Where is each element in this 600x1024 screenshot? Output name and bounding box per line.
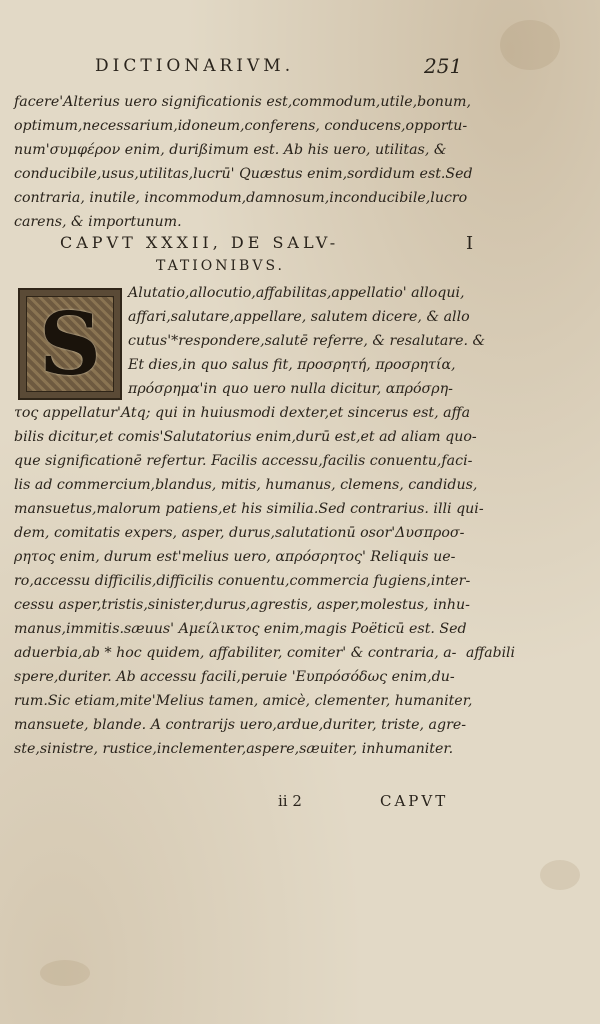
text-line: carens, & importunum. [14,214,182,230]
text-line: πρόσρημα'in quo uero nulla dicitur, απρόσρη- [128,381,453,397]
text-line: bilis dicitur,et comis'Salutatorius enim,durū est,et ad aliam quo- [14,429,477,445]
text-line: rum.Sic etiam,mite'Melius tamen, amicè, clementer, humaniter, [14,693,473,709]
paper-stain [40,960,90,986]
text-line: aduerbia,ab * hoc quidem, affabiliter, comiter' & contraria, a- [14,645,457,661]
running-title: DICTIONARIVM. [95,56,295,76]
running-head [0,56,600,80]
text-line: mansuete, blande. A contrarijs uero,ardue,duriter, triste, agre- [14,717,467,733]
text-line: dem, comitatis expers, asper, durus,salutationū osor'Δυσπροσ- [14,525,465,541]
decorated-initial [18,288,122,400]
chapter-side-mark: I [466,233,474,254]
text-line: que significationē refertur. Facilis accessu,facilis conuentu,faci- [14,453,473,469]
text-line: τος appellatur'Atq; qui in huiusmodi dexter,et sincerus est, affa [14,405,471,421]
margin-note: affabili [466,645,516,661]
text-line: ste,sinistre, rustice,inclementer,aspere,sæuiter, inhumaniter. [14,741,454,757]
text-line: Alutatio,allocutio,affabilitas,appellatio' alloqui, [128,285,465,301]
text-line: conducibile,usus,utilitas,lucrū' Quæstus enim,sordidum est.Sed [14,166,473,182]
text-line: manus,immitis.sæuus' Αμείλικτος enim,magis Poëticū est. Sed [14,621,467,637]
text-line: mansuetus,malorum patiens,et his similia.Sed contrarius. illi qui- [14,501,484,517]
text-line: lis ad commercium,blandus, mitis, humanus, clemens, candidus, [14,477,478,493]
text-line: contraria, inutile, incommodum,damnosum,inconducibile,lucro [14,190,468,206]
paper-stain [540,860,580,890]
page-footer [0,792,600,816]
text-line: ro,accessu difficilis,difficilis conuentu,commercia fugiens,inter- [14,573,471,589]
text-line: facere'Alterius uero significationis est,commodum,utile,bonum, [14,94,471,110]
text-line: affari,salutare,appellare, salutem dicere, & allo [128,309,470,325]
page-number: 251 [424,54,463,78]
text-line: num'συμφέρον enim, durißimum est. Ab his uero, utilitas, & [14,142,447,158]
text-line: optimum,necessarium,idoneum,conferens, conducens,opportu- [14,118,468,134]
chapter-subheading: TATIONIBVS. [156,258,285,274]
initial-letter: S [38,294,102,395]
catchword: CAPVT [380,792,449,810]
chapter-heading: CAPVT XXXII, DE SALV- [60,233,340,252]
text-line: cessu asper,tristis,sinister,durus,agrestis, asper,molestus, inhu- [14,597,470,613]
signature-mark: ii 2 [278,792,302,810]
text-line: ρητος enim, durum est'melius uero, απρόσρητος' Reliquis ue- [14,549,456,565]
text-line: spere,duriter. Ab accessu facili,peruie 'Ευπρόσόδως enim,du- [14,669,455,685]
text-line: Et dies,in quo salus fit, προσρητή, προσρητία, [128,357,456,373]
text-line: cutus'*respondere,salutē referre, & resalutare. & [128,333,486,349]
